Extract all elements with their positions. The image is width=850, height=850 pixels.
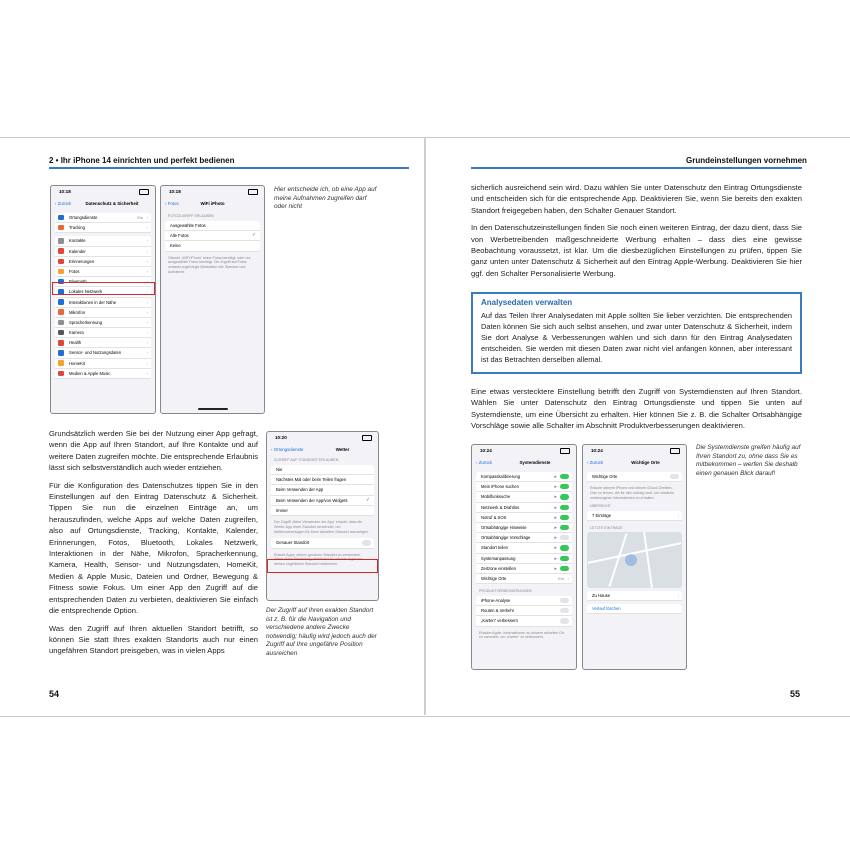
settings-row-label: Interaktionen in der Nähe bbox=[69, 299, 117, 305]
settings-row[interactable] bbox=[55, 267, 151, 277]
option-label: Nächstes Mal oder beim Teilen fragen bbox=[276, 477, 347, 483]
photo-access-options bbox=[165, 221, 260, 252]
settings-row[interactable] bbox=[55, 359, 151, 369]
service-toggle[interactable] bbox=[560, 525, 569, 530]
caption-precise-location: Der Zugriff auf Ihren exakten Standort ist z. B. für die Navigation und verschiedene andere Zwecke notwendig; häufig wird jedoch auch der Zugriff auf Ihre ungefähre Position ausreichen bbox=[266, 607, 377, 657]
settings-row[interactable] bbox=[55, 223, 151, 233]
location-arrow-icon: ➤ bbox=[553, 514, 557, 520]
section-header: ZUGRIFF AUF STANDORT ERLAUBEN bbox=[274, 458, 339, 462]
settings-row-icon bbox=[58, 371, 64, 377]
significant-locations-toggle-group bbox=[587, 472, 682, 482]
improvement-label: Routen & Verkehr bbox=[481, 608, 515, 614]
screen-title: Wetter bbox=[335, 447, 350, 452]
section-footer: Der Zugriff „Beim Verwenden der App“ erlaubt, dass die Wetter-App Ihren Standort verwendet, um Wettervorhersagen für Ihren aktuellen Standort anzuzeigen. bbox=[274, 519, 370, 534]
option-label: Immer bbox=[276, 507, 288, 513]
left-running-head: 2 • Ihr iPhone 14 einrichten und perfekt bedienen bbox=[49, 156, 235, 165]
service-toggle[interactable] bbox=[560, 545, 569, 550]
location-arrow-icon: ➤ bbox=[553, 545, 557, 551]
chevron-right-icon: › bbox=[146, 350, 148, 356]
service-label: Netzwerk & Drahtlos bbox=[481, 504, 520, 510]
chevron-right-icon: › bbox=[567, 575, 569, 581]
service-toggle[interactable] bbox=[560, 535, 569, 540]
battery-icon bbox=[248, 189, 258, 195]
photo-access-option[interactable] bbox=[165, 241, 260, 251]
service-toggle[interactable] bbox=[560, 505, 569, 510]
checkmark-icon: ✓ bbox=[365, 497, 370, 503]
settings-row-label: Kalender bbox=[69, 248, 86, 254]
service-toggle[interactable] bbox=[560, 494, 569, 499]
paragraph: Für die Konfiguration des Datenschutzes tippen Sie in den Einstellungen auf den Eintrag Datenschutz & Sicherheit. Tippen Sie nun die einzelnen Einträge an, um herauszufinden, welche Apps auf welche Daten zugreifen, also auf Ortungsdienste, Tracking, Kontakte, Kalender, Erinnerungen, Fotos, Bluetooth, Lokales Netzwerk, Interaktionen in der Nähe, Mikrofon, Spracherkennung, Kamera, Health, Sensor- und Nutzungsdaten, HomeKit, Medien & Apple Music, Dateien und Ordner, Bewegung & Fitness sowie Fokus. Um einer App den Zugriff auf die entsprechenden Daten zu verbieten, deaktivieren Sie einfach die entsprechende Option. bbox=[49, 480, 258, 616]
left-body-text bbox=[49, 428, 258, 663]
settings-row-label: Bluetooth bbox=[69, 279, 87, 285]
place-row[interactable]: Zu Hause › bbox=[587, 591, 682, 601]
place-group bbox=[587, 591, 682, 601]
precise-location-highlight bbox=[267, 559, 378, 573]
service-toggle[interactable] bbox=[560, 556, 569, 561]
caption-photo-access: Hier entscheide ich, ob eine App auf meine Aufnahmen zugreifen darf oder nicht bbox=[274, 186, 377, 211]
chevron-right-icon: › bbox=[146, 238, 148, 244]
delete-history-group bbox=[587, 604, 682, 614]
system-service-row[interactable] bbox=[476, 523, 572, 533]
settings-row-label: Spracherkennung bbox=[69, 319, 103, 325]
system-service-row[interactable] bbox=[476, 472, 572, 482]
section-footer: Erlaube deinem iPhone und deinen iCloud-Geräten, Orte zu lernen, die für dich wichtig sind, um nützliche ortsbezogene Informationen zu erhalten. bbox=[590, 486, 675, 500]
improvement-label: iPhone-Analyse bbox=[481, 598, 511, 604]
chevron-right-icon: › bbox=[146, 258, 148, 264]
section-footer: Erlaube Apple, Informationen zu deinem aktuellen Ort zu sammeln, um „Karten“ zu verbessern. bbox=[479, 630, 565, 640]
service-label: Notruf & SOS bbox=[481, 514, 507, 520]
right-body-text-top bbox=[471, 182, 802, 285]
info-box-text: Auf das Teilen Ihrer Analysedaten mit Apple sollten Sie lieber verzichten. Die entsprechenden Daten können Sie sich auch selbst ansehen, und zwar unter Datenschutz & Sicherheit, indem Sie dort Analyse & Verbesserungen wählen und sich dann für den Eintrag Analysedaten entscheiden. Sie werden mit diesen Daten zwar nicht viel anfangen können, aber interessant ist das Betrachten derselben allemal. bbox=[481, 311, 792, 364]
battery-icon bbox=[362, 435, 372, 441]
settings-row-label: HomeKit bbox=[69, 360, 86, 366]
section-footer: Erlaubt Apps, deinen genauen Standort zu verwenden. Wenn diese Einstellung deaktiviert ist, können Apps nur deinen ungefähren Standort bestimmen. bbox=[274, 552, 363, 567]
settings-row-icon bbox=[58, 320, 64, 326]
back-button[interactable]: ‹ Zurück bbox=[55, 201, 72, 206]
settings-row-icon bbox=[58, 299, 64, 305]
location-arrow-icon: ➤ bbox=[553, 484, 557, 490]
location-access-options bbox=[271, 465, 374, 516]
settings-row[interactable] bbox=[55, 338, 151, 348]
chevron-right-icon: › bbox=[146, 299, 148, 305]
settings-row-label: Mikrofon bbox=[69, 309, 86, 315]
settings-group-list bbox=[55, 236, 151, 379]
screen-title: Systemdienste bbox=[519, 460, 551, 465]
location-access-option[interactable] bbox=[271, 496, 374, 506]
location-arrow-icon: ➤ bbox=[553, 494, 557, 500]
back-button[interactable]: ‹ Fotos bbox=[165, 201, 179, 206]
settings-row-label: Kontakte bbox=[69, 238, 86, 244]
chevron-right-icon: › bbox=[146, 360, 148, 366]
system-service-row[interactable] bbox=[476, 543, 572, 553]
product-improvements-list bbox=[476, 596, 572, 627]
settings-row[interactable] bbox=[55, 257, 151, 267]
section-footer: Obwohl „WiFi iPhoto“ keine Fotos benötigt, oder nur ausgewählte Fotos benötigt. Die Zugriff auf Fotos umfasst zugehörige Metadaten wie Standort und Aufnahme. bbox=[168, 255, 251, 274]
settings-row[interactable] bbox=[55, 298, 151, 308]
section-header: ÜBERSICHT bbox=[590, 503, 611, 508]
precise-location-toggle[interactable] bbox=[362, 540, 371, 545]
settings-row-label: Medien & Apple Music bbox=[69, 370, 111, 376]
precise-location-group bbox=[271, 538, 374, 548]
improvement-toggle[interactable] bbox=[560, 608, 569, 613]
map-preview[interactable] bbox=[587, 532, 682, 588]
info-box-analytics bbox=[471, 292, 802, 374]
summary-row[interactable]: 7 Einträge › bbox=[587, 511, 682, 521]
service-label: Ortsabhängige Vorschläge bbox=[481, 535, 531, 541]
service-label: Zeitzone einstellen bbox=[481, 565, 516, 571]
right-header-rule bbox=[471, 167, 802, 169]
service-label: Standort teilen bbox=[481, 545, 509, 551]
summary-group bbox=[587, 511, 682, 521]
precise-location-row[interactable]: Genauer Standort bbox=[271, 538, 374, 548]
location-arrow-icon: ➤ bbox=[553, 555, 557, 561]
right-body-text-bottom bbox=[471, 386, 802, 438]
section-header: LETZTE EINTRÄGE bbox=[590, 525, 623, 530]
checkmark-icon: ✓ bbox=[251, 233, 256, 239]
system-service-row[interactable] bbox=[476, 513, 572, 523]
paragraph: Grundsätzlich werden Sie bei der Nutzung einer App gefragt, wenn die App auf Ihren Standort, auf Ihre Kontakte und auf weitere Daten zugreifen möchte. Die entsprechende Erlaubnis lässt sich selbstverständlich auch wieder entziehen. bbox=[49, 429, 258, 473]
battery-icon bbox=[560, 448, 570, 454]
improvement-label: „Karten“ verbessern bbox=[481, 618, 519, 624]
photo-access-option[interactable] bbox=[165, 221, 260, 231]
product-improvement-row[interactable] bbox=[476, 606, 572, 616]
screenshot-significant-locations bbox=[582, 444, 687, 670]
chevron-right-icon: › bbox=[146, 289, 148, 295]
settings-row-icon bbox=[58, 340, 64, 346]
delete-history-button[interactable]: Verlauf löschen bbox=[587, 604, 682, 614]
settings-row-icon bbox=[58, 330, 64, 336]
option-label: Ausgewählte Fotos bbox=[170, 223, 206, 228]
settings-row[interactable] bbox=[55, 318, 151, 328]
fotos-highlight bbox=[52, 282, 155, 295]
screen-title: WiFi iPhoto bbox=[200, 201, 225, 206]
location-arrow-icon: ➤ bbox=[553, 565, 557, 571]
settings-row-icon bbox=[58, 215, 64, 221]
right-page-number: 55 bbox=[790, 689, 801, 699]
section-header: PRODUKTVERBESSERUNGEN bbox=[479, 589, 532, 594]
location-access-option[interactable] bbox=[271, 475, 374, 485]
settings-row[interactable] bbox=[55, 369, 151, 379]
system-service-row[interactable] bbox=[476, 503, 572, 513]
chevron-right-icon: › bbox=[146, 330, 148, 336]
settings-row-icon bbox=[58, 238, 64, 244]
status-time: 10:18 bbox=[59, 189, 71, 194]
paragraph: In den Datenschutzeinstellungen finden Sie noch einen weiteren Eintrag, der dazu dient, dass Sie von Werbetreibenden maßgeschneiderte Werbung erhalten – dass dies eine gewisse Beobachtung voraussetzt, ist klar. Um die diesbezüglichen Einstellungen zu prüfen, tippen Sie ganz unten unter Datenschutz & Sicherheit auf den Eintrag Apple-Werbung. Deaktivieren Sie hier ggf. den Schalter Personalisierte Werbung. bbox=[471, 223, 802, 278]
system-service-row[interactable] bbox=[476, 492, 572, 502]
status-time: 10:24 bbox=[591, 448, 603, 453]
book-gutter bbox=[424, 137, 426, 715]
system-service-row[interactable] bbox=[476, 564, 572, 574]
chevron-right-icon: › bbox=[146, 279, 148, 285]
service-value: Ein bbox=[558, 575, 564, 581]
settings-row[interactable] bbox=[55, 348, 151, 358]
chevron-right-icon: › bbox=[146, 248, 148, 254]
chevron-right-icon: › bbox=[146, 268, 148, 274]
location-arrow-icon: ➤ bbox=[553, 524, 557, 530]
status-time: 10:20 bbox=[275, 435, 287, 440]
system-services-list bbox=[476, 472, 572, 584]
chevron-right-icon: › bbox=[146, 225, 148, 231]
settings-row[interactable] bbox=[55, 213, 151, 223]
left-page-number: 54 bbox=[49, 689, 60, 699]
back-button[interactable]: ‹ Ortungsdienste bbox=[271, 447, 304, 452]
paragraph: sicherlich ausreichend sein wird. Dazu wählen Sie unter Datenschutz den Eintrag Ortungsdienste und entscheiden sich für die entsprechende App. Deaktivieren Sie, wenn Sie bereits den exakten Standort freigegeben haben, den Schalter Genauer Standort. bbox=[471, 183, 802, 215]
screen-title: Datenschutz & Sicherheit bbox=[85, 201, 139, 206]
settings-row-label: Erinnerungen bbox=[69, 258, 95, 264]
settings-row-icon bbox=[58, 269, 64, 275]
screen-title: Wichtige Orte bbox=[631, 460, 660, 465]
settings-row-icon bbox=[58, 309, 64, 315]
screenshot-privacy-settings bbox=[50, 185, 156, 414]
section-header: FOTOZUGRIFF ERLAUBEN bbox=[168, 214, 214, 218]
settings-row-label: Health bbox=[69, 340, 82, 346]
settings-row-value: Ein bbox=[137, 215, 143, 220]
service-toggle[interactable] bbox=[560, 515, 569, 520]
system-service-row[interactable] bbox=[476, 574, 572, 584]
settings-row-label: Sensor- und Nutzungsdaten bbox=[69, 350, 122, 356]
screenshot-system-services bbox=[471, 444, 577, 670]
settings-row[interactable] bbox=[55, 247, 151, 257]
product-improvement-row[interactable] bbox=[476, 616, 572, 626]
battery-icon bbox=[670, 448, 680, 454]
status-time: 10:24 bbox=[480, 448, 492, 453]
back-button[interactable]: ‹ Zurück bbox=[476, 460, 493, 465]
settings-row[interactable] bbox=[55, 236, 151, 246]
status-time: 10:18 bbox=[169, 189, 181, 194]
settings-row-icon bbox=[58, 259, 64, 265]
chevron-right-icon: › bbox=[146, 370, 148, 376]
paragraph: Was den Zugriff auf Ihren aktuellen Standort betrifft, so können Sie statt Ihres exakten Standorts auch nur einen ungefähren Standort preisgeben, was in vielen Apps bbox=[49, 623, 258, 656]
location-arrow-icon: ➤ bbox=[553, 474, 557, 479]
settings-row-label: Tracking bbox=[69, 225, 85, 231]
service-label: Wichtige Orte bbox=[481, 575, 507, 581]
location-marker-icon bbox=[625, 554, 637, 566]
settings-row-icon bbox=[58, 360, 64, 366]
settings-row[interactable] bbox=[55, 308, 151, 318]
location-access-option[interactable] bbox=[271, 465, 374, 475]
service-toggle[interactable] bbox=[560, 566, 569, 571]
service-label: Mobilfunksuche bbox=[481, 494, 511, 500]
chevron-right-icon: › bbox=[146, 319, 148, 325]
improvement-toggle[interactable] bbox=[560, 618, 569, 623]
option-label: Beim Verwenden der App bbox=[276, 487, 324, 493]
service-label: Mein iPhone suchen bbox=[481, 484, 519, 490]
caption-system-services: Die Systemdienste greifen häufig auf Ihren Standort zu, ohne dass Sie es mitbekommen – werfen Sie deshalb einen genauen Blick darauf! bbox=[696, 444, 801, 477]
service-toggle[interactable] bbox=[560, 484, 569, 489]
chevron-right-icon: › bbox=[146, 340, 148, 346]
improvement-toggle[interactable] bbox=[560, 598, 569, 603]
service-label: Ortsabhängige Hinweise bbox=[481, 524, 527, 530]
service-label: Systemanpassung bbox=[481, 555, 516, 561]
settings-row-label: Fotos bbox=[69, 268, 80, 274]
settings-row-label: Lokales Netzwerk bbox=[69, 289, 103, 295]
settings-row-label: Kamera bbox=[69, 330, 84, 336]
settings-row-label: Ortungsdienste bbox=[69, 215, 98, 220]
back-button[interactable]: ‹ Zurück bbox=[587, 460, 604, 465]
system-service-row[interactable] bbox=[476, 554, 572, 564]
paragraph: Eine etwas verstecktere Einstellung betrifft den Zugriff von Systemdiensten auf Ihren Standort. Wählen Sie unter Datenschutz den Eintrag Ortungsdienste und tippen Sie unten auf Systemdienste, um eine Übersicht zu erhalten. Hier können Sie z. B. die Schalter Ortsabhängige Vorschläge sowie alle Schalter im Abschnitt Produktverbesserungen deaktivieren. bbox=[471, 387, 802, 431]
settings-row-icon bbox=[58, 225, 64, 231]
left-header-rule bbox=[49, 167, 409, 169]
option-label: Nie bbox=[276, 467, 283, 472]
right-running-head: Grundeinstellungen vornehmen bbox=[686, 156, 807, 165]
location-arrow-icon: ➤ bbox=[553, 535, 557, 541]
screenshot-weather-location bbox=[266, 431, 379, 601]
location-arrow-icon: ➤ bbox=[553, 504, 557, 510]
settings-row-icon bbox=[58, 350, 64, 356]
location-access-option[interactable] bbox=[271, 506, 374, 516]
service-label: Kompasskalibrierung bbox=[481, 474, 521, 479]
option-label: Keine bbox=[170, 243, 181, 249]
option-label: Beim Verwenden der App/von Widgets bbox=[276, 497, 348, 503]
option-label: Alle Fotos bbox=[170, 233, 189, 239]
significant-locations-row[interactable]: Wichtige Orte bbox=[587, 472, 682, 482]
location-access-option[interactable] bbox=[271, 485, 374, 495]
settings-group-top bbox=[55, 213, 151, 233]
settings-row-icon bbox=[58, 248, 64, 254]
photo-access-option[interactable] bbox=[165, 231, 260, 241]
chevron-right-icon: › bbox=[146, 215, 148, 220]
screenshot-photo-access bbox=[160, 185, 265, 414]
significant-locations-toggle[interactable] bbox=[670, 474, 679, 479]
chevron-right-icon: › bbox=[146, 309, 148, 315]
info-box-title: Analysedaten verwalten bbox=[481, 298, 573, 307]
system-service-row[interactable] bbox=[476, 533, 572, 543]
home-indicator bbox=[198, 408, 228, 410]
product-improvement-row[interactable] bbox=[476, 596, 572, 606]
battery-icon bbox=[139, 189, 149, 195]
service-toggle[interactable] bbox=[560, 474, 569, 479]
settings-row[interactable] bbox=[55, 328, 151, 338]
system-service-row[interactable] bbox=[476, 482, 572, 492]
